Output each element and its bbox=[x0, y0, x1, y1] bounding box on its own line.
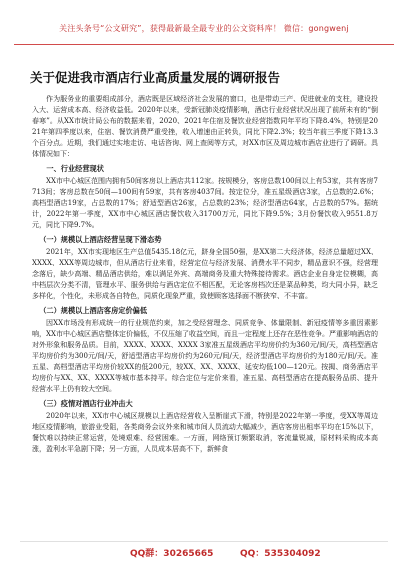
top-banner bbox=[14, 14, 394, 45]
section-heading: 一、行业经营现状 bbox=[46, 164, 104, 173]
document-body bbox=[32, 94, 378, 456]
subsection-heading: （一）规模以上酒店经营呈现下滑态势 bbox=[39, 235, 162, 244]
banner-text: 关注头条号“公文研究”，获得最新最全最专业的公文资料库！ 微信：gongwenj bbox=[59, 24, 349, 33]
subsection-heading: （三）疫情对酒店行业冲击大 bbox=[39, 399, 133, 408]
footer-qq: QQ：535304092 bbox=[240, 549, 321, 559]
subsection-heading: （二）规模以上酒店客房定价偏低 bbox=[39, 306, 148, 315]
body-paragraph: 2021年，XX市实现地区生产总值5435.18亿元，跻身全国50强，是XX第二大经济体，经济总量超过XX、XXXX、XXX等周边城市，但从酒店行业来看，经营定位与经济发展、消费水平不同步，精品意识不强，经营理念落后，缺少高端、精品酒店供给，难以满足外宾、高端商务及重大特殊接待需求。酒店企业自身定位模糊，高中档层次分类不清，管理水平、服务供给与酒店定位不相匹配，无论客房档次还是菜品种类，均大同小异，缺乏多样化，个性化，未形成各自特色，同质化现象严重，致使顾客选择面不断狭窄、不丰富。 bbox=[32, 248, 378, 300]
footer-qq-group: QQ群：30265665 bbox=[130, 549, 214, 559]
body-paragraph: 因XX市场没有形成统一的行业规范约束，加之受经营理念、同质竞争、体量限制、新冠疫情等多重因素影响，XX市中心城区酒店整体定价偏低，不仅压缩了收益空间，而且一定程度上还存在恶性竞争。严重影响酒店的对外形象和服务品质。目前，XXXX、XXXX、XXXX 3家准五星级酒店平均房价约为360元/间/天，高档型酒店平均房价约为300元/间/天，舒适型酒店平均房价约为260元/间/天，经济型酒店平均房价约为180元/间/天。准五星、高档型酒店平均房价较XX的低200元，较XX、XX、XXXX、延安均低100—120元。按揭、商务酒店平均房价与XX、XX、XXXX等城市基本持平。综合定位与定价来看，准五星、高档型酒店在提高服务品质、提升经营水平上仍有较大空间。 bbox=[32, 319, 378, 393]
document-title: 关于促进我市酒店行业高质量发展的调研报告 bbox=[30, 70, 281, 85]
footer bbox=[20, 541, 388, 558]
body-paragraph: XX市中心城区范围内拥有50间客房以上酒店共112家。按规模分，客房总数100间以上有53家，共有客房7713间；客房总数在50间—100间有59家，共有客房4037间。按定位分，准五星级酒店3家，占总数的2.6%；高档型酒店19家，占总数的17%；舒适型酒店26家，占总数的23%；经济型酒店64家，占总数的57%。据统计，2022年第一季度，XX市中心城区酒店餐饮收入31700万元，同比下降9.5%；3月份餐饮收入9551.8万元，同比下降9.7%。 bbox=[32, 177, 378, 229]
body-paragraph: 2020年以来，XX市中心城区规模以上酒店经营收入呈断崖式下滑，特别是2022年第一季度，受XX等周边地区疫情影响，旅游业受阻，各类商务会议外来和城市间人员流动大幅减少，酒店客房出租率平均在15%以下，餐饮难以持续正常运营，处境艰难、经营困难。一方面，网络预订频繁取消，客流量锐减，原材料采购成本高涨，盈利水平急剧下降；另一方面，人员成本居高不下，新鲜食 bbox=[32, 412, 378, 453]
body-paragraph: 作为服务业的重要组成部分，酒店既是区域经济社会发展的窗口，也是带动三产、促进就业的支柱，建设投入大、运营成本高、经济收益低。2020年以来，受新冠肺炎疫情影响，酒店行业经营状况出现了前所未有的“倒春寒”。从XX市统计局公布的数据来看，2020、2021年住宿及餐饮业经营指数同年平均下降8.4%，特别是2021年第四季度以来，住宿、餐饮消费严重受挫，收入增速由正转负，同比下降2.3%；较当年前三季度下降13.3个百分点。近期，我们通过实地走访、电话咨询、网上查阅等方式，对XX市区及周边城市酒店业进行了调研。具体情况如下： bbox=[32, 95, 378, 158]
